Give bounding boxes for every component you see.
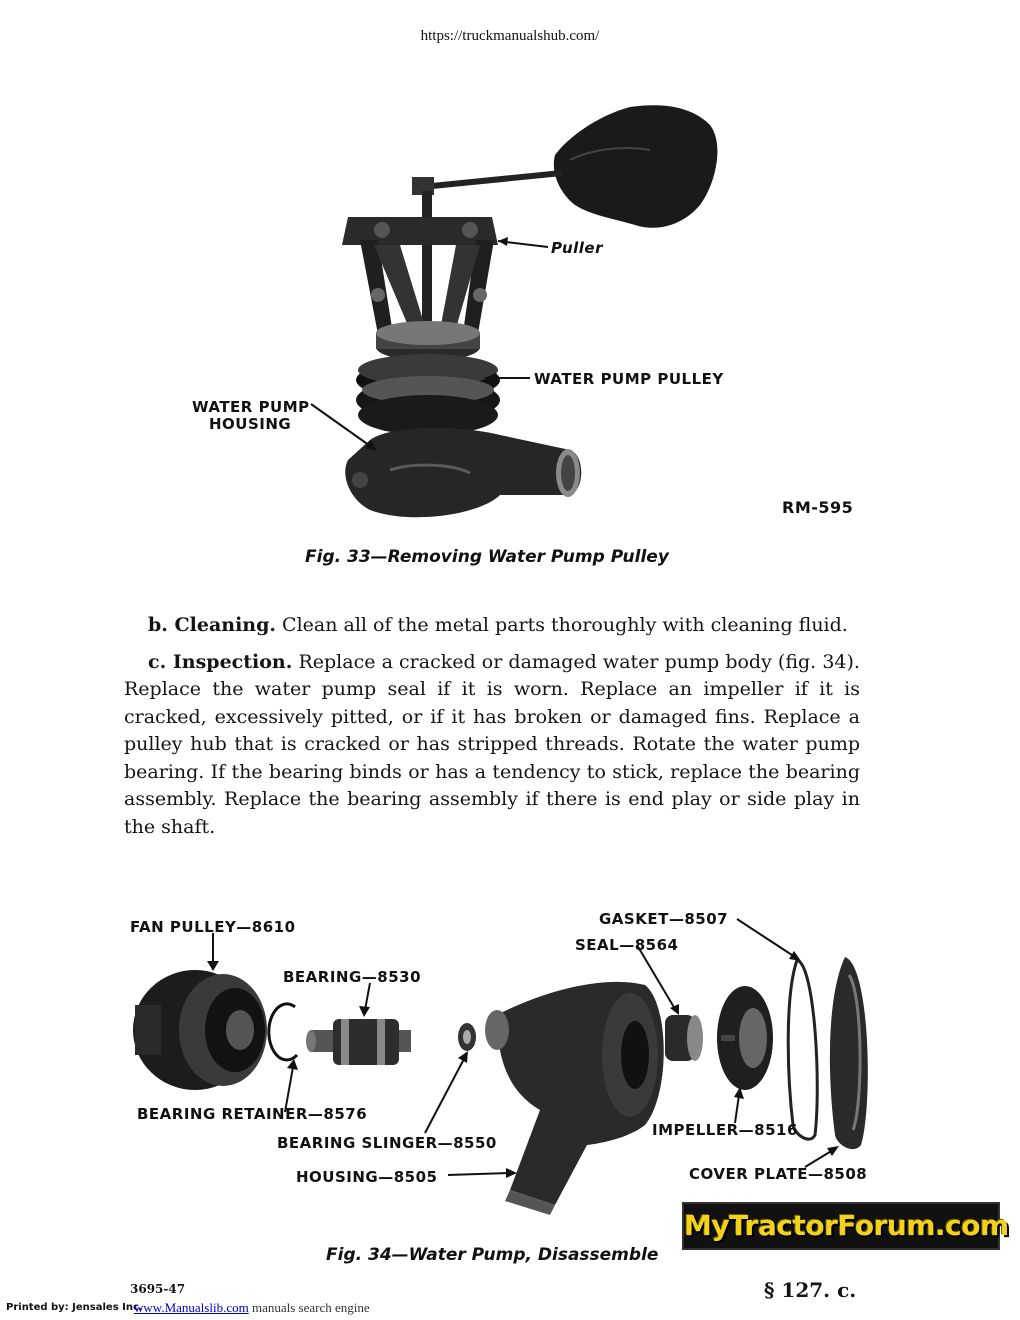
page-code: 3695-47 — [130, 1282, 186, 1296]
figure-33-caption: Fig. 33—Removing Water Pump Pulley — [305, 547, 669, 567]
cleaning-text: Clean all of the metal parts thoroughly with cleaning fluid. — [282, 614, 848, 636]
figure-code: RM-595 — [782, 498, 854, 517]
figure-34-caption: Fig. 34—Water Pump, Disassemble — [326, 1245, 659, 1265]
label-cover-plate: COVER PLATE—8508 — [689, 1165, 868, 1183]
label-bearing: BEARING—8530 — [283, 968, 422, 986]
housing-leader-line — [305, 398, 385, 458]
label-bearing-retainer: BEARING RETAINER—8576 — [137, 1105, 368, 1123]
label-bearing-slinger: BEARING SLINGER—8550 — [277, 1134, 497, 1152]
label-impeller: IMPELLER—8516 — [652, 1121, 798, 1139]
label-gasket: GASKET—8507 — [599, 910, 729, 928]
body-text — [124, 612, 860, 850]
cleaning-paragraph — [124, 612, 860, 640]
footer-link-line — [134, 1300, 370, 1316]
label-fan-pulley: FAN PULLEY—8610 — [130, 918, 296, 936]
mytractorforum-logo: MyTractorForum.com — [682, 1202, 1000, 1250]
label-water-pump-housing-line1: WATER PUMP — [192, 398, 310, 416]
inspection-text: Replace a cracked or damaged water pump body (fig. 34). Replace the water pump seal if it is worn. Replace an impeller if it is cracked, excessively pitted, or if it has broken or damaged fins. Replace a pulley hub that is cracked or has stripped threads. Rotate the water pump bearing. If the bearing binds or has a tendency to stick, replace the bearing assembly. Replace the bearing assembly if there is end play or side play in the shaft. — [124, 650, 860, 838]
source-url[interactable]: https://truckmanualshub.com/ — [420, 28, 600, 44]
label-housing: HOUSING—8505 — [296, 1168, 438, 1186]
printed-by: Printed by: Jensales Inc. — [6, 1302, 143, 1313]
search-engine-text: manuals search engine — [251, 1300, 370, 1315]
figure-33-illustration — [330, 95, 760, 535]
manualslib-link[interactable]: www.Manualslib.com — [134, 1300, 249, 1315]
label-water-pump-housing-line2: HOUSING — [209, 415, 292, 433]
label-water-pump-pulley: WATER PUMP PULLEY — [534, 370, 724, 388]
label-puller: Puller — [551, 239, 603, 257]
inspection-paragraph — [124, 649, 860, 842]
section-reference: § 127. c. — [764, 1278, 857, 1302]
label-seal: SEAL—8564 — [575, 936, 679, 954]
inspection-heading: c. Inspection. — [148, 650, 293, 673]
cleaning-heading: b. Cleaning. — [148, 614, 276, 636]
